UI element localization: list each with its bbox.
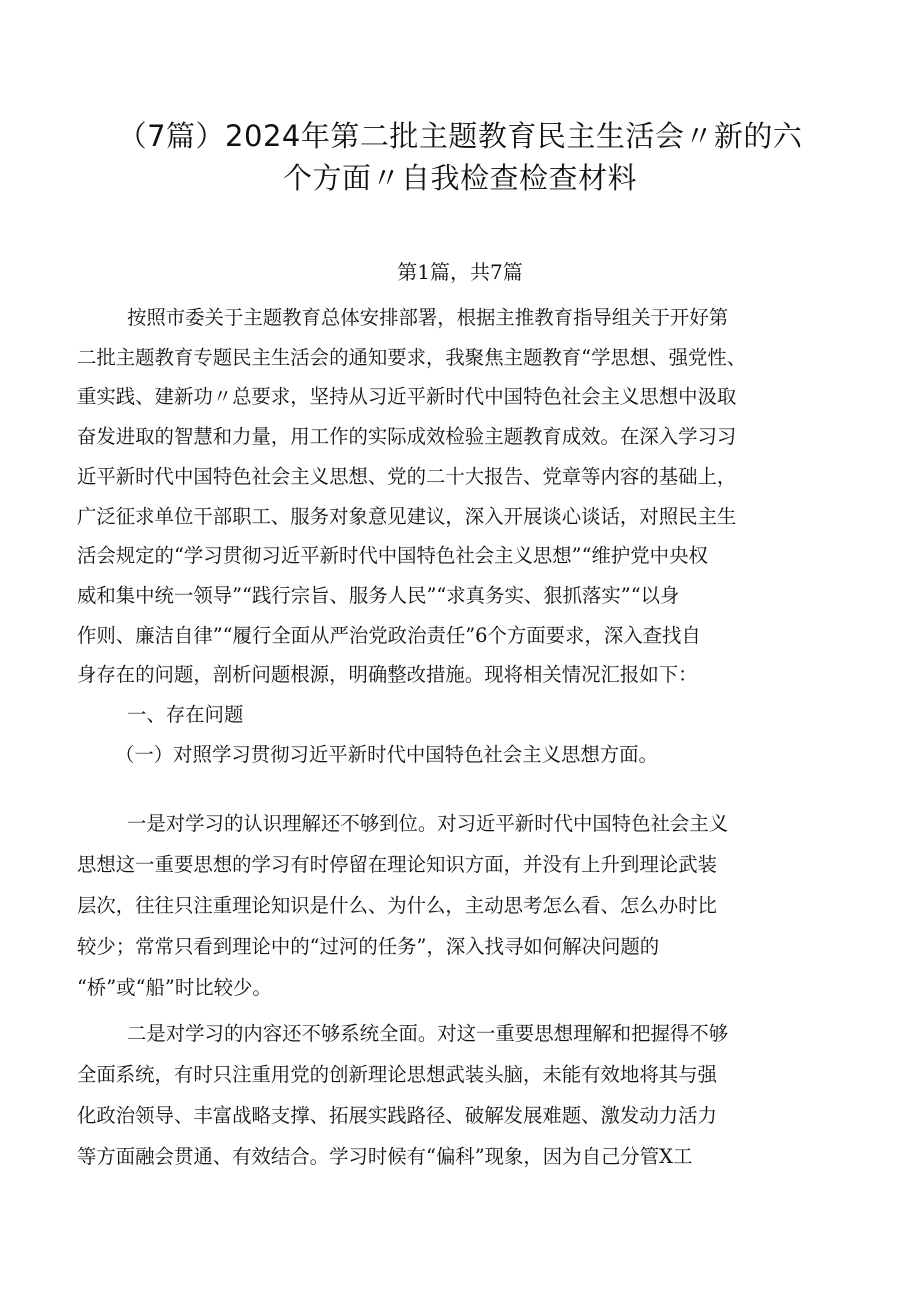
text-line: 全面系统，有时只注重用党的创新理论思想武装头脑，未能有效地将其与强: [77, 1063, 717, 1086]
text-line: “桥”或“船”时比较少。: [77, 976, 272, 999]
text-line: 广泛征求单位干部职工、服务对象意见建议，深入开展谈心谈话，对照民主生: [77, 504, 737, 528]
section-heading: 一、存在问题: [127, 703, 244, 727]
paragraph-point-2: [77, 1013, 853, 1177]
text-line: 按照市委关于主题教育总体安排部署，根据主推教育指导组关于开好第: [127, 306, 729, 329]
text-line: 奋发进取的智慧和力量，用工作的实际成效检验主题教育成效。在深入学习习: [77, 425, 737, 449]
text-line: 化政治领导、丰富战略支撑、拓展实践路径、破解发展难题、激发动力活力: [77, 1104, 717, 1127]
document-subtitle: 第1篇，共7篇: [397, 260, 523, 284]
paragraph-intro: [77, 298, 853, 774]
document-title-line-2: 个方面〃自我检查检查材料: [282, 161, 637, 195]
text-line: 威和集中统一领导”“践行宗旨、服务人民”“求真务实、狠抓落实”“以身: [77, 583, 680, 607]
text-line: 一是对学习的认识理解还不够到位。对习近平新时代中国特色社会主义: [127, 812, 729, 835]
paragraph-point-1: [77, 803, 853, 1008]
text-line: 活会规定的“学习贯彻习近平新时代中国特色社会主义思想”“维护党中央权: [77, 544, 708, 568]
text-line: 二是对学习的内容还不够系统全面。对这一重要思想理解和把握得不够: [127, 1022, 729, 1045]
text-line: 思想这一重要思想的学习有时停留在理论知识方面，并没有上升到理论武装: [77, 853, 717, 876]
text-line: 作则、廉洁自律”“履行全面从严治党政治责任”6个方面要求，深入查找自: [77, 623, 701, 647]
text-line: 重实践、建新功〃总要求，坚持从习近平新时代中国特色社会主义思想中汲取: [77, 385, 737, 409]
text-line: 身存在的问题，剖析问题根源，明确整改措施。现将相关情况汇报如下：: [77, 663, 698, 687]
text-line: 近平新时代中国特色社会主义思想、党的二十大报告、党章等内容的基础上，: [77, 464, 737, 488]
text-line: 二批主题教育专题民主生活会的通知要求，我聚焦主题教育“学思想、强党性、: [77, 345, 747, 369]
subsection-heading: （一）对照学习贯彻习近平新时代中国特色社会主义思想方面。: [115, 742, 658, 766]
text-line: 层次，往往只注重理论知识是什么、为什么，主动思考怎么看、怎么办时比: [77, 894, 717, 917]
text-line: 等方面融会贯通、有效结合。学习时候有“偏科”现象，因为自己分管X工: [77, 1145, 693, 1168]
document-title-line-1: （7篇）2024年第二批主题教育民主生活会〃新的六: [117, 119, 803, 153]
text-line: 较少；常常只看到理论中的“过河的任务”，深入找寻如何解决问题的: [77, 935, 660, 958]
